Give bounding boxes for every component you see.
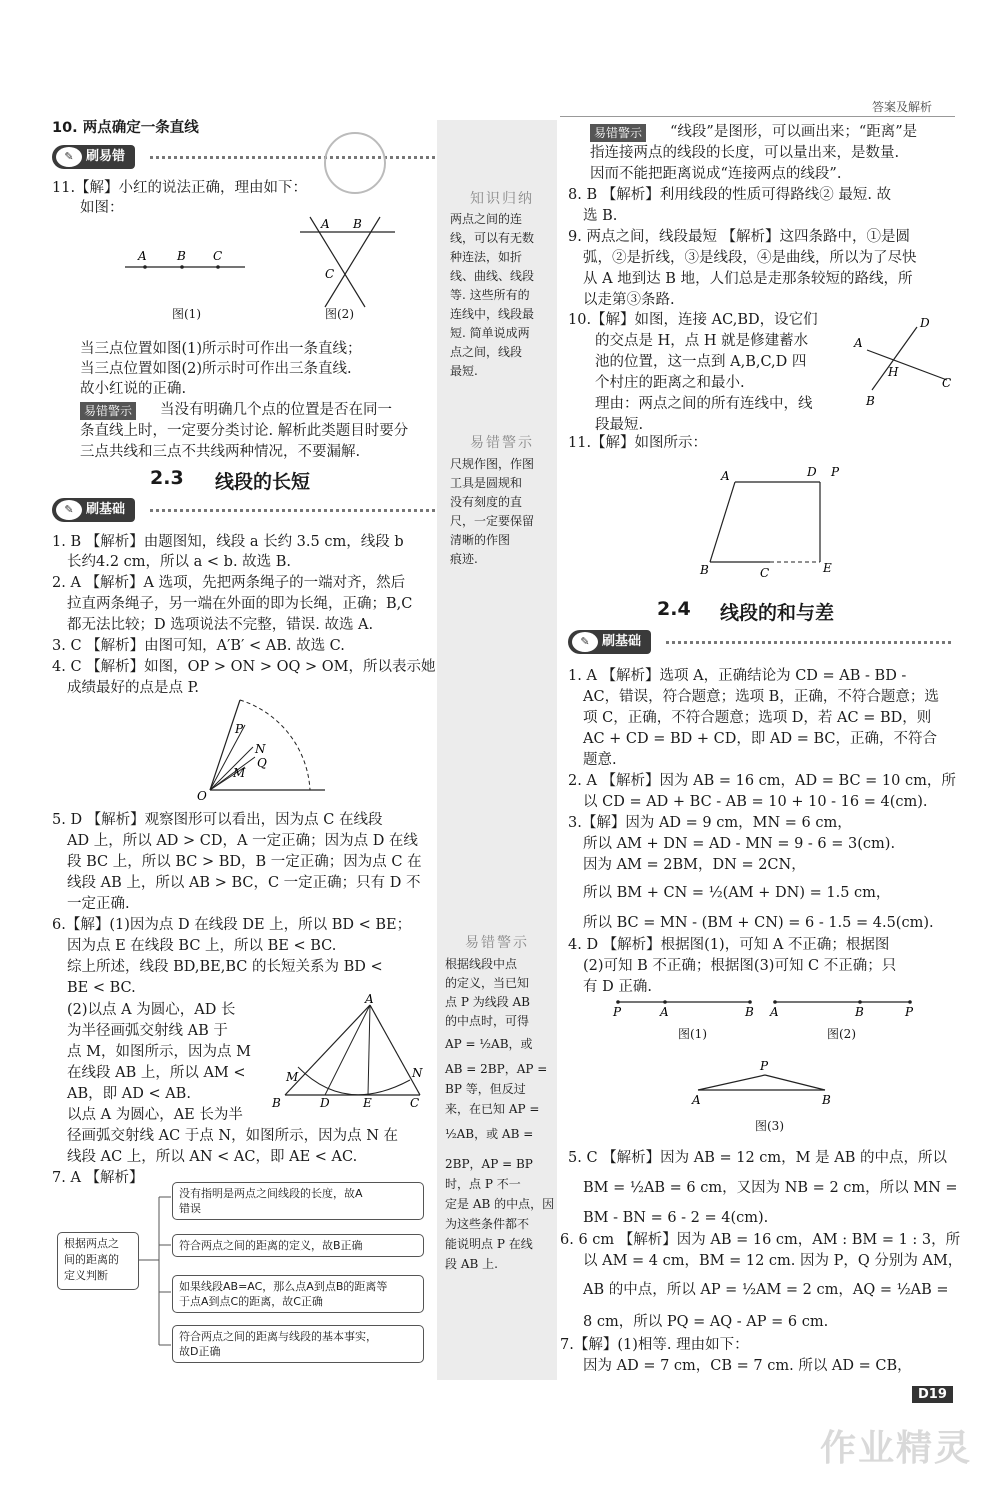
svg-text:D: D <box>320 1096 330 1110</box>
q2-line3: 都无法比较；D 选项说法不完整，错误. 故选 A. <box>67 617 374 633</box>
pencil-icon: ✎ <box>572 632 598 652</box>
svg-text:C: C <box>942 376 952 390</box>
svg-text:C: C <box>760 566 770 580</box>
r5-line2: BM = ½AB = 6 cm，又因为 NB = 2 cm，所以 MN = <box>583 1180 958 1196</box>
dotted-rule <box>150 509 435 513</box>
figure-segments-1-2 <box>610 996 970 1026</box>
q11-line1: 11.【解】如图所示： <box>568 435 708 451</box>
svg-text:B: B <box>700 563 709 577</box>
section-2-3-title: 线段的长短 <box>215 471 311 493</box>
svg-text:P: P <box>235 722 244 736</box>
r3-line3: 因为 AM = 2BM，DN = 2CN， <box>583 857 806 873</box>
figure-segments-3 <box>690 1060 850 1105</box>
r3-line1: 3.【解】因为 AD = 9 cm，MN = 6 cm， <box>568 815 852 831</box>
r4-line1: 4. D 【解析】根据图(1)，可知 A 不正确；根据图 <box>568 937 890 953</box>
q5-line2: AD 上，所以 AD > CD，A 一定正确；因为点 D 在线 <box>67 833 418 849</box>
sidebar-warning2-title: 易错警示 <box>465 935 529 951</box>
svg-text:A: A <box>770 1005 779 1019</box>
warning-tag: 易错警示 <box>80 402 136 420</box>
svg-text:N: N <box>255 742 266 756</box>
q2-line2: 拉直两条绳子，另一端在外面的即为长绳，正确；B,C <box>67 596 413 612</box>
answer-11-line4: 当三点位置如图(2)所示时可作出三条直线. <box>80 361 352 377</box>
svg-text:B: B <box>855 1005 864 1019</box>
pencil-icon: ✎ <box>56 147 82 167</box>
svg-text:D: D <box>807 465 817 479</box>
right-warning-line2: 指连接两点的线段的长度，可以量出来，是数量. <box>590 145 900 161</box>
q5-line5: 一定正确. <box>67 896 130 912</box>
q4-line1: 4. C 【解析】如图，OP > ON > OQ > OM，所以表示她 <box>52 659 436 675</box>
tree-item-b: 符合两点之间的距离的定义，故B正确 <box>172 1234 424 1257</box>
warning-tag: 易错警示 <box>590 124 646 142</box>
r1-line5: 题意. <box>583 752 617 768</box>
caption-fig2: 图(2) <box>325 307 354 321</box>
figure-construction <box>695 462 845 582</box>
caption-right-fig1: 图(1) <box>678 1027 707 1041</box>
q5-line3: 段 BC 上，所以 BC > BD，B 一定正确；因为点 C 在 <box>67 854 422 870</box>
svg-text:A: A <box>721 469 730 483</box>
q8-line2: 选 B. <box>583 208 618 224</box>
q10-line3: 池的位置，这一点到 A,B,C,D 四 <box>595 354 807 370</box>
tree-item-d: 符合两点之间的距离与线段的基本事实， 故D正确 <box>172 1325 424 1363</box>
svg-text:A: A <box>692 1093 701 1107</box>
svg-text:H: H <box>888 365 899 379</box>
section-2-3-number: 2.3 <box>150 467 184 489</box>
tree-item-a: 没有指明是两点之间线段的长度，故A 错误 <box>172 1182 424 1220</box>
svg-text:A: A <box>365 992 374 1006</box>
q1-line1: 1. B 【解析】由题图知，线段 a 长约 3.5 cm，线段 b <box>52 534 404 550</box>
r1-line3: 项 C，正确，不符合题意；选项 D，若 AC = BD，则 <box>583 710 932 726</box>
r3-line2: 所以 AM + DN = AD - MN = 9 - 6 = 3(cm). <box>583 836 896 852</box>
r2-line1: 2. A 【解析】因为 AB = 16 cm，AD = BC = 10 cm，所 <box>568 773 956 789</box>
answer-11-line3: 当三点位置如图(1)所示时可作出一条直线； <box>80 341 362 357</box>
q10-line1: 10.【解】如图，连接 AC,BD，设它们 <box>568 312 818 328</box>
q6-line8: 在线段 AB 上，所以 AM < <box>67 1065 246 1081</box>
r5-line1: 5. C 【解析】因为 AB = 12 cm，M 是 AB 的中点，所以 <box>568 1150 947 1166</box>
q2-line1: 2. A 【解析】A 选项，先把两条绳子的一端对齐，然后 <box>52 575 406 591</box>
svg-text:Q: Q <box>257 756 267 770</box>
q8-line1: 8. B 【解析】利用线段的性质可得路线② 最短. 故 <box>568 187 892 203</box>
right-warning-line3: 因而不能把距离说成“连接两点的线段”. <box>590 166 842 182</box>
r6-line4: 8 cm，所以 PQ = AQ - AP = 6 cm. <box>583 1314 829 1330</box>
r2-line2: 以 CD = AD + BC - AB = 10 + 10 - 16 = 4(cm). <box>583 794 928 810</box>
q10-line4: 个村庄的距离之和最小. <box>595 375 745 391</box>
svg-text:B: B <box>745 1005 754 1019</box>
right-warning-line1: “线段”是图形，可以画出来；“距离”是 <box>670 124 918 140</box>
r3-line5: 所以 BC = MN - (BM + CN) = 6 - 1.5 = 4.5(cm). <box>583 915 934 931</box>
q6-line5: (2)以点 A 为圆心，AD 长 <box>67 1002 236 1018</box>
q6-line1: 6.【解】(1)因为点 D 在线段 DE 上，所以 BD < BE； <box>52 917 412 933</box>
r4-line3: 有 D 正确. <box>583 979 652 995</box>
stamp-icon <box>315 128 395 198</box>
svg-text:A: A <box>660 1005 669 1019</box>
q10-line5: 理由：两点之间的所有连线中，线 <box>595 396 813 412</box>
svg-text:N: N <box>412 1066 423 1080</box>
header-rule <box>560 116 955 117</box>
section-2-4-title: 线段的和与差 <box>720 602 835 624</box>
q9-line2: 弧，②是折线，③是线段，④是曲线，所以为了尽快 <box>583 250 917 266</box>
svg-text:E: E <box>823 561 832 575</box>
svg-text:C: C <box>410 1096 420 1110</box>
r1-line4: AC + CD = BD + CD，即 AD = BC，正确，不符合 <box>583 731 937 747</box>
svg-text:M: M <box>286 1070 299 1084</box>
page-number: D19 <box>912 1386 953 1403</box>
r6-line3: AB 的中点，所以 AP = ½AM = 2 cm，AQ = ½AB = <box>583 1282 949 1298</box>
figure-sector <box>195 695 335 805</box>
badge-yicuo: ✎ 刷易错 <box>52 145 135 169</box>
q10-line6: 段最短. <box>595 417 644 433</box>
q6-line7: 点 M，如图所示，因为点 M <box>67 1044 251 1060</box>
svg-text:B: B <box>272 1096 281 1110</box>
q9-line1: 9. 两点之间，线段最短 【解析】这四条路中，①是圆 <box>568 229 911 245</box>
dotted-rule <box>666 641 951 645</box>
answer-10: 10. 两点确定一条直线 <box>52 120 199 136</box>
q6-line4: BE < BC. <box>67 980 136 996</box>
svg-text:B: B <box>822 1093 831 1107</box>
sidebar-warning1-title: 易错警示 <box>470 435 534 451</box>
figure-triangle-abc <box>270 992 440 1110</box>
q6-line11: 径画弧交射线 AC 于点 N，如图所示，因为点 N 在 <box>67 1128 398 1144</box>
svg-text:E: E <box>363 1096 372 1110</box>
caption-right-fig2: 图(2) <box>827 1027 856 1041</box>
q6-line6: 为半径画弧交射线 AB 于 <box>67 1023 228 1039</box>
r6-line1: 6. 6 cm 【解析】因为 AB = 16 cm，AM : BM = 1 : 3，所 <box>560 1232 961 1248</box>
svg-text:M: M <box>233 766 246 780</box>
r3-line4: 所以 BM + CN = ½(AM + DN) = 1.5 cm， <box>583 885 891 901</box>
svg-text:D: D <box>920 316 930 330</box>
r5-line3: BM - BN = 6 - 2 = 4(cm). <box>583 1210 769 1226</box>
figure-collinear <box>120 245 260 285</box>
q6-line3: 综上所述，线段 BD,BE,BC 的长短关系为 BD < <box>67 959 383 975</box>
q3-line1: 3. C 【解析】由图可知，A′B′ < AB. 故选 C. <box>52 638 345 654</box>
tree-item-c: 如果线段AB=AC，那么点A到点B的距离等 于点A到点C的距离，故C正确 <box>172 1275 424 1313</box>
warning-line2: 条直线上时，一定要分类讨论. 解析此类题目时要分 <box>80 423 409 439</box>
svg-text:B: B <box>177 249 186 263</box>
pencil-icon: ✎ <box>56 500 82 520</box>
svg-text:O: O <box>197 789 207 803</box>
r1-line1: 1. A 【解析】选项 A，正确结论为 CD = AB - BD - <box>568 668 907 684</box>
warning-line1: 当没有明确几个点的位置是否在同一 <box>160 402 392 418</box>
r7-line2: 因为 AD = 7 cm，CB = 7 cm. 所以 AD = CB， <box>583 1358 912 1374</box>
q9-line3: 从 A 地到达 B 地，人们总是走那条较短的路线，所 <box>583 271 913 287</box>
svg-text:C: C <box>325 267 335 281</box>
q1-line2: 长约4.2 cm，所以 a < b. 故选 B. <box>67 554 292 570</box>
badge-jichu: ✎ 刷基础 <box>568 630 651 654</box>
figure-quad-diagonals <box>852 315 962 408</box>
answer-11-line2: 如图： <box>80 200 124 216</box>
answer-11-line5: 故小红说的正确. <box>80 381 187 397</box>
q4-line2: 成绩最好的点是点 P. <box>67 680 200 696</box>
caption-right-fig3: 图(3) <box>755 1119 784 1133</box>
q6-line9: AB，即 AD < AB. <box>67 1086 191 1102</box>
svg-text:C: C <box>213 249 223 263</box>
warning-line3: 三点共线和三点不共线两种情况，不要漏解. <box>80 444 361 460</box>
tree-root: 根据两点之 间的距离的 定义判断 <box>57 1232 139 1290</box>
svg-text:B: B <box>866 394 875 408</box>
caption-fig1: 图(1) <box>172 307 201 321</box>
r4-line2: (2)可知 B 不正确；根据图(3)可知 C 不正确；只 <box>583 958 897 974</box>
svg-text:B: B <box>353 217 362 231</box>
q10-line2: 的交点是 H，点 H 就是修建蓄水 <box>595 333 809 349</box>
svg-text:A: A <box>138 249 147 263</box>
q7-line1: 7. A 【解析】 <box>52 1170 144 1186</box>
q5-line4: 线段 AB 上，所以 AB > BC，C 一定正确；只有 D 不 <box>67 875 421 891</box>
figure-triangle-lines <box>295 212 405 312</box>
svg-text:A: A <box>321 217 330 231</box>
q6-line10: 以点 A 为圆心，AE 长为半 <box>67 1107 243 1123</box>
sidebar-knowledge-title: 知识归纳 <box>470 191 534 207</box>
q5-line1: 5. D 【解析】观察图形可以看出，因为点 C 在线段 <box>52 812 383 828</box>
q9-line4: 以走第③条路. <box>583 292 675 308</box>
svg-text:P: P <box>905 1005 914 1019</box>
svg-text:A: A <box>854 336 863 350</box>
r6-line2: 以 AM = 4 cm，BM = 12 cm. 因为 P，Q 分别为 AM， <box>583 1253 963 1269</box>
r1-line2: AC，错误，符合题意；选项 B，正确，不符合题意；选 <box>583 689 939 705</box>
page-header: 答案及解析 <box>872 100 933 114</box>
r7-line1: 7.【解】(1)相等. 理由如下： <box>560 1337 749 1353</box>
q6-line2: 因为点 E 在线段 BC 上，所以 BE < BC. <box>67 938 337 954</box>
svg-text:P: P <box>613 1005 622 1019</box>
answer-11-line1: 11.【解】小红的说法正确，理由如下： <box>52 180 308 196</box>
svg-text:P: P <box>760 1059 769 1073</box>
watermark-logo: 作业精灵 <box>820 1428 973 1469</box>
section-2-4-number: 2.4 <box>657 598 691 620</box>
svg-text:P: P <box>831 465 840 479</box>
badge-jichu: ✎ 刷基础 <box>52 498 135 522</box>
q6-line12: 线段 AC 上，所以 AN < AC，即 AE < AC. <box>67 1149 358 1165</box>
